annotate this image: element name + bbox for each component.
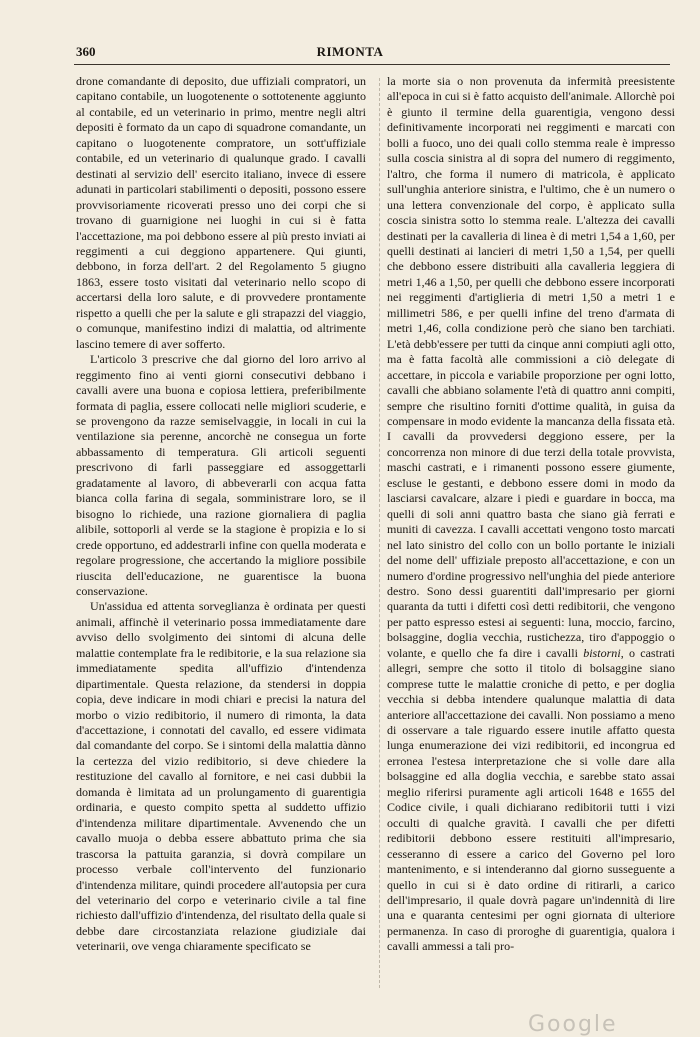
page-number: 360 xyxy=(76,44,96,59)
header-rule xyxy=(74,64,670,65)
left-paragraph-3: Un'assidua ed attenta sorveglianza è ordinata per questi animali, affinchè il veterinario possa immediatamente dare avviso dello svolgimento dei sintomi di alcuna delle malattie contemplate fra le redibitorie, e la sua relazione sia immediatamente spedita all'uffizio d'intendenza dipartimentale. Questa relazione, da stendersi in doppia copia, deve indicare in modi chiari e precisi la natura del morbo o vizio redibitorio, il numero di rimonta, la data d'accettazione, i connotati del cavallo, ed essere vidimata dal comandante del corpo. Se i sintomi della malattia dànno la certezza del vizio redibitorio, si deve chiedere la restituzione del cavallo al fornitore, e nei casi dubbii la domanda è limitata ad un prolungamento di guarentigia ordinaria, e questo compito spetta al suddetto uffizio d'intendenza militare dipartimentale. Avvenendo che un cavallo muoja o debba essere abbattuto prima che sia trascorsa la pattuita garanzia, si dovrà compilare un processo verbale coll'intervento del funzionario d'intendenza militare, quindi procedere all'autopsia per cura del veterinario del corpo e veterinario civile a tal fine richiesto dall'uffizio d'intendenza, del risultato della quale si debbe dare circostanziata relazione giudiziale dai veterinarii, ove venga chiaramente specificato se xyxy=(76,599,366,954)
column-divider xyxy=(379,78,380,988)
right-text-b: , o castrati allegri, sempre che sotto il titolo di bolsaggine siano comprese tutte le malattie croniche di petto, e per doglia vecchia si debba intendere qualunque malattia di data anteriore all'accettazione dei cavalli. Non possiamo a meno di osservare a tale riguardo essere inutile affatto questa lunga enumerazione dei vizi redibitorii, ed incongrua ed erronea l'estesa interpretazione che si volle dare alla bolsaggine ed alla doglia vecchia, e sarebbe stato assai meglio riferirsi puramente agli articoli 1648 e 1655 del Codice civile, i quali dichiarano redibitorii tutti i vizi occulti di qualche gravità. I cavalli che per difetti redibitorii debbono essere restituiti all'impresario, cesseranno di essere a carico del Governo pel loro mantenimento, e si intenderanno dal giorno susseguente a quello in cui si è dato ordine di ritirarli, a carico dell'impresario, il quale dovrà pagare un'indennità di lire una e quaranta centesimi per ogni giornata di ulteriore permanenza. In caso di proroghe di guarentigia, qualora i cavalli ammessi a tali pro- xyxy=(387,645,675,954)
italic-term: bistorni xyxy=(583,645,621,660)
left-paragraph-2: L'articolo 3 prescrive che dal giorno del loro arrivo al reggimento fino ai venti giorni consecutivi debbano i cavalli avere una buona e copiosa lettiera, preferibilmente formata di paglia, essere collocati nelle migliori scuderie, e se provengono da razze semiselvaggie, in locali in cui la ventilazione sia perenne, ancorchè ne consegua un forte abbassamento di temperatura. Gli articoli seguenti prescrivono di farli passeggiare ed assoggettarli gradatamente al lavoro, di abbeverarli con acqua fatta bianca colla farina di segala, somministrare loro, se il bisogno lo richiede, una razione giornaliera di paglia alibile, sottoporli al verde se la stagione è propizia e lo si crede opportuno, ed addestrarli infine con quella moderata e regolare progressione, che accertando la migliore possibile riuscita dell'educazione, ne guarentisce la buona conservazione. xyxy=(76,352,366,598)
running-title: RIMONTA xyxy=(316,44,384,59)
right-paragraph-1 xyxy=(387,74,675,955)
right-column xyxy=(387,74,675,994)
page-header xyxy=(0,40,700,60)
watermark: Google xyxy=(528,1012,618,1037)
left-column xyxy=(76,74,366,994)
left-paragraph-1: drone comandante di deposito, due uffiziali compratori, un capitano contabile, un luogotenente o sottotenente aggiunto al contabile, ed un veterinario in primo, mentre negli altri depositi è formato da un capo di squadrone comandante, un capitano o luogotenente compratore, un sott'uffiziale contabile, ed un veterinario di qualunque grado. I cavalli destinati al servizio dell' esercito italiano, invece di essere adunati in particolari stabilimenti o depositi, possono essere provvisoriamente ricoverati presso uno dei corpi che si trovano di guarnigione nei luoghi in cui si è fatta l'accettazione, ma poi debbono essere al più presto inviati ai reggimenti a cui deggiono appartenere. Qui giunti, debbono, in forza dell'art. 2 del Regolamento 5 giugno 1863, essere tosto visitati dal veterinario nello scopo di accertarsi della loro salute, e di provvedere prontamente rispetto a quelli che per la salute e gli strapazzi del viaggio, o comunque, manifestino indizi di malattia, od altrimente lascino temere di aver sofferto. xyxy=(76,74,366,351)
right-text-a: la morte sia o non provenuta da infermità preesistente all'epoca in cui si è fatto acquisto dell'animale. Allorchè poi è giunto il termine della guarentigia, vengono dessi definitivamente incorporati nei reggimenti e marcati con bolli a fuoco, uno dei quali collo stemma reale è impresso sulla coscia sinistra al di sopra del numero di reggimento, l'altro, che forma il numero di matricola, è applicato sull'unghia anteriore sinistra, e l'ultimo, che è un numero o una lettera convenzionale del corpo, è applicato sulla coscia sinistra sotto lo stemma reale. L'altezza dei cavalli destinati per la cavalleria di linea è di metri 1,54 a 1,60, per quelli destinati ai lancieri di metri 1,50 a 1,54, per quelli che debbono essere distribuiti alla cavalleria leggiera di metri 1,46 a 1,50, per quelli che debbono essere incorporati nei reggimenti d'artiglieria di metri 1,50 a metri 1 e millimetri 586, e per quelli infine del treno d'armata di metri 1,46, colla condizione però che siano ben tarchiati. L'età debb'essere per tutti da cinque anni compiuti agli otto, ma è fatta facoltà alle commissioni a ciò delegate di accettare, in piccola e variabile proporzione per ogni lotto, cavalli che abbiano solamente l'età di quattro anni compiti, sempre che risultino forniti d'ottime qualità, in guisa da compensare in modo evidente la mancanza della fissata età. I cavalli da provvedersi deggiono essere, per la concorrenza non minore di due terzi della totale provvista, maschi castrati, e i rimanenti possono essere giumente, escluse le gestanti, e debbono essere domi in modo da lasciarsi cavalcare, alzare i piedi e guardare in bocca, ma quelli di soli anni quattro basta che siano già ferrati e muniti di cavezza. I cavalli accettati vengono tosto marcati nel lato sinistro del collo con un bollo portante le iniziali del nome dell' uffiziale preposto all'accettazione, e con un numero d'ordine progressivo nell'unghia del piede anteriore destro. Sono dessi guarentiti dall'impresario per giorni quaranta da tutti i difetti così detti redibitorii, che vengono per patto espresso estesi ai seguenti: luna, moccio, farcino, bolsaggine, doglia vecchia, rustichezza, tiro d'appoggio o volante, e quello che fa dire i cavalli xyxy=(387,74,675,660)
